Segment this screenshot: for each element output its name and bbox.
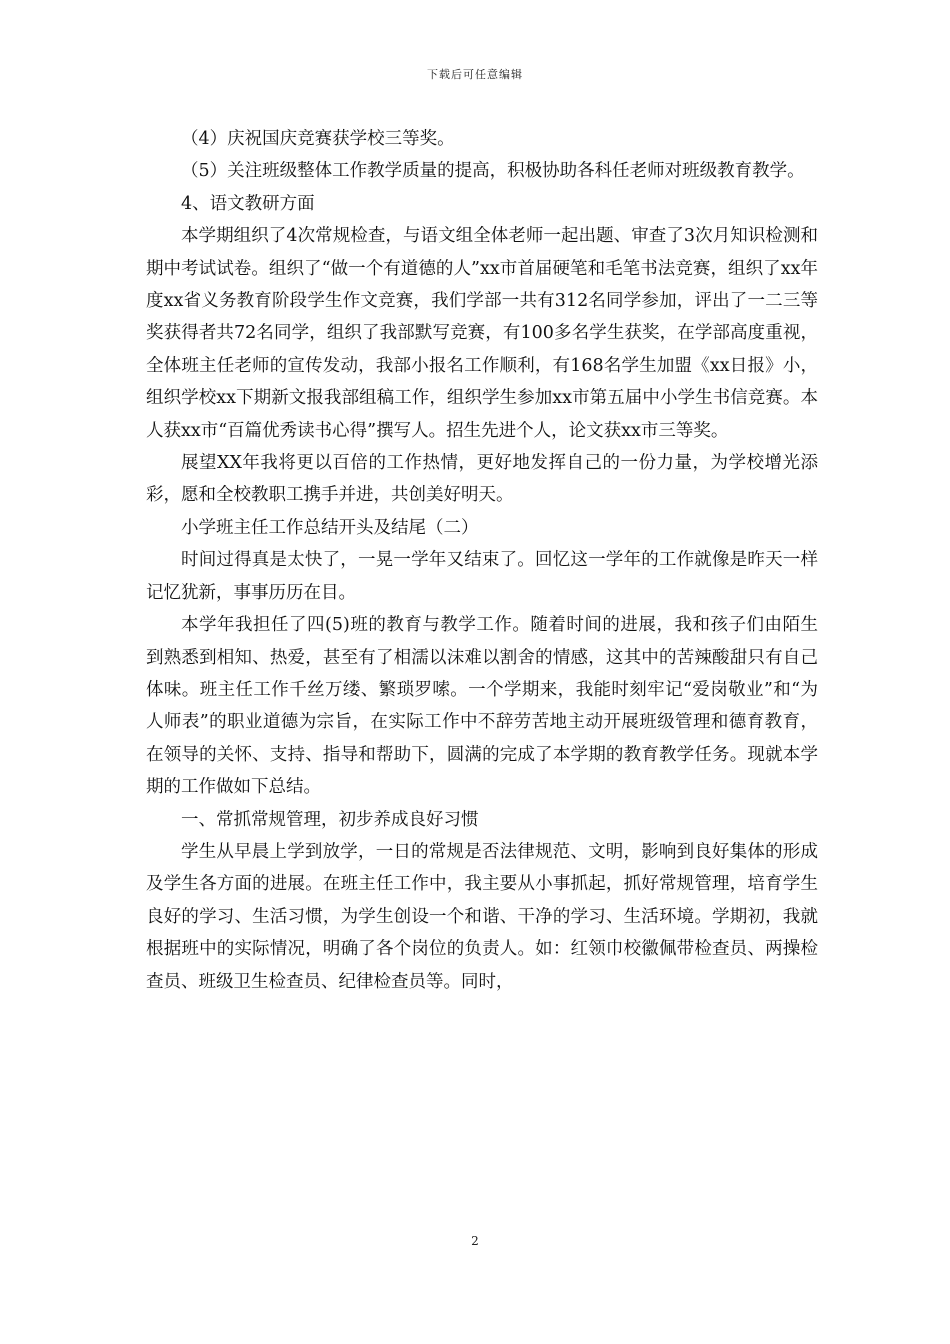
document-body — [146, 123, 818, 998]
section-heading: 一、常抓常规管理，初步养成良好习惯 — [181, 809, 479, 830]
paragraph: （5）关注班级整体工作教学质量的提高，积极协助各科任老师对班级教育教学。 — [181, 161, 805, 182]
paragraph: 本学年我担任了四(5)班的教育与教学工作。随着时间的进展，我和孩子们由陌生到熟悉到相知、热爱，甚至有了相濡以沫难以割舍的情感，这其中的苦辣酸甜只有自己体味。班主任工作千丝万缕、繁琐罗嗦。一个学期来，我能时刻牢记“爱岗敬业”和“为人师表”的职业道德为宗旨，在实际工作中不辞劳苦地主动开展班级管理和德育教育，在领导的关怀、支持、指导和帮助下，圆满的完成了本学期的教育教学任务。现就本学期的工作做如下总结。 — [146, 615, 818, 798]
paragraph: 学生从早晨上学到放学，一日的常规是否法律规范、文明，影响到良好集体的形成及学生各方面的进展。在班主任工作中，我主要从小事抓起，抓好常规管理，培育学生良好的学习、生活习惯，为学生创设一个和谐、干净的学习、生活环境。学期初，我就根据班中的实际情况，明确了各个岗位的负责人。如：红领巾校徽佩带检查员、两操检查员、班级卫生检查员、纪律检查员等。同时， — [146, 841, 818, 992]
section-heading: 小学班主任工作总结开头及结尾（二） — [181, 517, 479, 538]
paragraph: （4）庆祝国庆竞赛获学校三等奖。 — [181, 129, 455, 149]
paragraph: 本学期组织了4次常规检查，与语文组全体老师一起出题、审查了3次月知识检测和期中考试试卷。组织了“做一个有道德的人”xx市首届硬笔和毛笔书法竞赛，组织了xx年度xx省义务教育阶段学生作文竞赛，我们学部一共有312名同学参加，评出了一二三等奖获得者共72名同学，组织了我部默写竞赛，有100多名学生获奖，在学部高度重视，全体班主任老师的宣传发动，我部小报名工作顺利，有168名学生加盟《xx日报》小，组织学校xx下期新文报我部组稿工作，组织学生参加xx市第五届中小学生书信竞赛。本人获xx市“百篇优秀读书心得”撰写人。招生先进个人，论文获xx市三等奖。 — [146, 226, 818, 441]
page-header: 下载后可任意编辑 — [427, 68, 523, 81]
paragraph: 展望XX年我将更以百倍的工作热情，更好地发挥自己的一份力量，为学校增光添彩，愿和全校教职工携手并进，共创美好明天。 — [146, 453, 818, 506]
section-heading: 4、语文教研方面 — [181, 193, 315, 214]
paragraph: 时间过得真是太快了，一晃一学年又结束了。回忆这一学年的工作就像是昨天一样记忆犹新，事事历历在目。 — [146, 550, 818, 603]
page-number: 2 — [471, 1234, 479, 1248]
